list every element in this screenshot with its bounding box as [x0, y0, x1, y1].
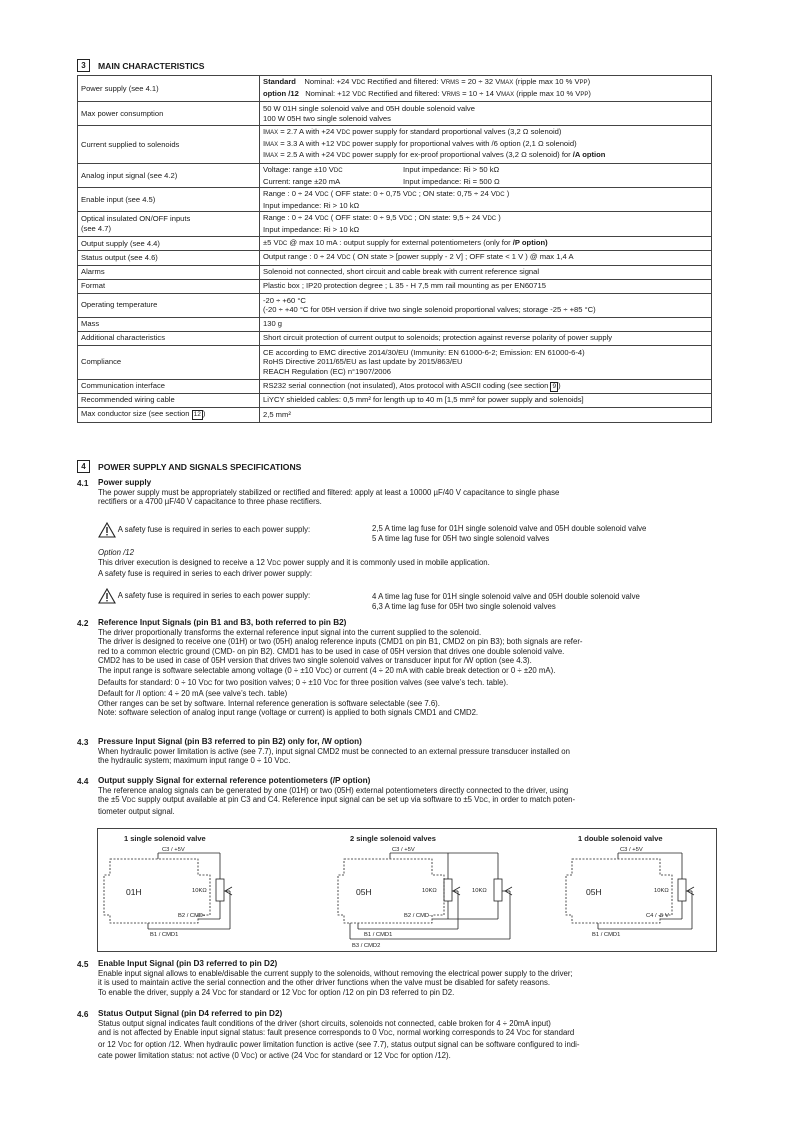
subsection-4-4: Output supply Signal for external reference potentiometers (/P option) The reference analog signals can be generated by one (01H) or two (05H) external potentiometers directly connected to the driver, using the ±5 VDC supply output available at pin C3 and C4. Reference input signal can be set up via software to ±5 VDC, in order to match poten- tiometer output signal. — [98, 776, 576, 816]
row-label: Recommended wiring cable — [78, 393, 260, 407]
row-label: Optical insulated ON/OFF inputs (see 4.7) — [78, 212, 260, 236]
pin-label: B3 / CMD2 — [352, 943, 381, 949]
row-value: 130 g — [260, 317, 712, 331]
diagram-title-3: 1 double solenoid valve — [578, 834, 663, 843]
subsection-4-3: Pressure Input Signal (pin B3 referred to pin B2) only for, /W option) When hydraulic power limitation is active (see 7.7), input signal CMD2 must be connected to an external pressure transducer installed on the hydraulic system; maximum input range 0 ÷ 10 VDC. — [98, 737, 570, 766]
fuse-values-1: 2,5 A time lag fuse for 01H single solenoid valve and 05H double solenoid valve 5 A time lag fuse for 05H two single solenoid valves — [372, 524, 647, 543]
row-value: Standard Nominal: +24 VDC Rectified and filtered: VRMS = 20 ÷ 32 VMAX (ripple max 10 % VPP) option /12 Nominal: +12 VDC Rectified and filtered: VRMS = 10 ÷ 14 VMAX (ripple max 10 % VPP) — [260, 76, 712, 102]
row-value: Plastic box ; IP20 protection degree ; L 35 - H 7,5 mm rail mounting as per EN60715 — [260, 279, 712, 293]
row-value: Range : 0 ÷ 24 VDC ( OFF state: 0 ÷ 9,5 VDC ; ON state: 9,5 ÷ 24 VDC ) Input impedance: Ri > 10 kΩ — [260, 212, 712, 236]
row-label: Alarms — [78, 265, 260, 279]
subsection-number: 4.6 — [77, 1010, 89, 1019]
row-value: IMAX = 2.7 A with +24 VDC power supply for standard proportional valves (3,2 Ω solenoid) IMAX = 3.3 A with +12 VDC power supply for proportional valves with /6 option (2,1 Ω solenoid) IMAX = 2.5 A with +24 VDC power supply for ex-proof proportional valves (3,2 Ω solenoid) for /A option — [260, 126, 712, 164]
row-value: RS232 serial connection (not insulated), Atos protocol with ASCII coding (see section 9 ) — [260, 379, 712, 393]
subsection-4-5: Enable Input Signal (pin D3 referred to pin D2) Enable input signal allows to enable/disable the current supply to the solenoids, without removing the electrical power supply to the driver; it is used to maintain active the serial connection and the other driver functions when the valve must be disabled for safety reasons. To enable the driver, supply a 24 VDC for standard or 12 VDC for option /12 on pin D3 referred to pin D2. — [98, 959, 573, 997]
module-label: 05H — [586, 887, 602, 897]
subsection-number: 4.5 — [77, 960, 89, 969]
row-value: Short circuit protection of current output to solenoids; protection against reverse polarity of power supply — [260, 331, 712, 345]
row-value: LiYCY shielded cables: 0,5 mm² for length up to 40 m [1,5 mm² for power supply and solenoids] — [260, 393, 712, 407]
table-row — [78, 126, 712, 164]
pin-label: B1 / CMD1 — [364, 932, 393, 938]
pin-label: C3 / +5V — [620, 847, 643, 853]
diagram-title-1: 1 single solenoid valve — [124, 834, 206, 843]
pin-label: B1 / CMD1 — [150, 932, 179, 938]
row-value: ±5 VDC @ max 10 mA : output supply for external potentiometers (only for /P option) — [260, 236, 712, 251]
fuse-values-2: 4 A time lag fuse for 01H single solenoid valve and 05H double solenoid valve 6,3 A time lag fuse for 05H two single solenoid valves — [372, 592, 640, 611]
section-3-heading — [77, 59, 204, 72]
main-characteristics-table — [77, 75, 712, 423]
module-label: 01H — [126, 887, 142, 897]
pin-label: B2 / CMD- — [404, 913, 432, 919]
resistor-label: 10KΩ — [422, 888, 437, 894]
pin-label: C3 / +5V — [162, 847, 185, 853]
subsection-number: 4.2 — [77, 619, 89, 628]
pin-label: B1 / CMD1 — [592, 932, 621, 938]
table-row — [78, 407, 712, 422]
row-label: Analog input signal (see 4.2) — [78, 163, 260, 187]
subsection-4-2: Reference Input Signals (pin B1 and B3, both referred to pin B2) The driver proportionally transforms the external reference input signal into the current supplied to the solenoid. The driver is designed to receive one (01H) or two (05H) analog reference inputs (CMD1 on pin B1, CMD2 on pin B3); both signals are refer- red to a common electric ground (CMD- on pin B2). CMD1 has to be used in case of 05H version that drives one double solenoid valve. CMD2 has to be used in case of 05H version that drives two single solenoid valves or transducer input for /W option (see 4.3). The input range is software selectable among voltage (0 ÷ ±10 VDC) or current (4 ÷ 20 mA with cable break detection or 0 ÷ ±20 mA). Defaults for standard: 0 ÷ 10 VDC for two position valves; 0 ÷ ±10 VDC for three position valves (see valve’s tech. table). Default for /I option: 4 ÷ 20 mA (see valve’s tech. table) Other ranges can be set by software. Internal reference generation is software selectable (see 7.6). Note: software selection of analog input range (voltage or current) is applied to both signals CMD1 and CMD2. — [98, 618, 583, 718]
fuse-warning-1: A safety fuse is required in series to each power supply: — [98, 522, 310, 538]
subsection-4-1: Power supply The power supply must be appropriately stabilized or rectified and filtered: apply at least a 10000 µF/40 V capacitance to single phase rectifiers or a 4700 µF/40 V capacitance to three phase rectifiers. — [98, 478, 560, 507]
row-label: Max power consumption — [78, 102, 260, 126]
option-12-text: Option /12 This driver execution is designed to receive a 12 VDC power supply and it is commonly used in mobile application. A safety fuse is required in series to each driver power supply: — [98, 548, 490, 579]
row-label: Operating temperature — [78, 293, 260, 317]
potentiometer-wiring-diagram — [97, 828, 717, 952]
subsection-number: 4.1 — [77, 479, 89, 488]
row-label: Compliance — [78, 345, 260, 379]
table-row — [78, 379, 712, 393]
pin-label: B2 / CMD- — [178, 913, 206, 919]
warning-triangle-icon — [98, 588, 116, 604]
row-label: Power supply (see 4.1) — [78, 76, 260, 102]
row-value: 2,5 mm² — [260, 407, 712, 422]
pin-label: C3 / +5V — [392, 847, 415, 853]
row-value: CE according to EMC directive 2014/30/EU (Immunity: EN 61000-6-2; Emission: EN 61000-6-4) RoHS Directive 2011/65/EU as last update by 2015/863/EU REACH Regulation (EC) n°1907/2006 — [260, 345, 712, 379]
section-4-heading — [77, 460, 301, 473]
table-row — [78, 317, 712, 331]
section-title: POWER SUPPLY AND SIGNALS SPECIFICATIONS — [98, 461, 302, 472]
row-label: Additional characteristics — [78, 331, 260, 345]
table-row — [78, 76, 712, 102]
row-label: Enable input (see 4.5) — [78, 188, 260, 212]
table-row — [78, 188, 712, 212]
row-value: Range : 0 ÷ 24 VDC ( OFF state: 0 ÷ 0,75 VDC ; ON state: 0,75 ÷ 24 VDC ) Input impedance: Ri > 10 kΩ — [260, 188, 712, 212]
row-label: Max conductor size (see section 12 ) — [78, 407, 260, 422]
diagram-title-2: 2 single solenoid valves — [350, 834, 436, 843]
section-number: 3 — [77, 59, 90, 72]
section-ref-box: 9 — [552, 382, 557, 390]
section-number: 4 — [77, 460, 90, 473]
table-row — [78, 236, 712, 251]
resistor-label: 10KΩ — [654, 888, 669, 894]
pin-label: C4 / -5 V — [646, 913, 669, 919]
table-row — [78, 212, 712, 236]
subsection-number: 4.3 — [77, 738, 89, 747]
table-row — [78, 251, 712, 266]
row-label: Mass — [78, 317, 260, 331]
module-label: 05H — [356, 887, 372, 897]
table-row — [78, 345, 712, 379]
row-value: Solenoid not connected, short circuit and cable break with current reference signal — [260, 265, 712, 279]
subsection-number: 4.4 — [77, 777, 89, 786]
table-row — [78, 331, 712, 345]
table-row — [78, 265, 712, 279]
row-value: -20 ÷ +60 °C (-20 ÷ +40 °C for 05H version if drive two single solenoid proportional valves; storage -25 ÷ +85 °C) — [260, 293, 712, 317]
row-label: Output supply (see 4.4) — [78, 236, 260, 251]
table-row — [78, 163, 712, 187]
table-row — [78, 279, 712, 293]
table-row — [78, 393, 712, 407]
resistor-label: 10KΩ — [472, 888, 487, 894]
row-value: Voltage: range ±10 VDC Input impedance: Ri > 50 kΩ Current: range ±20 mA Input impedance: Ri = 500 Ω — [260, 163, 712, 187]
resistor-label: 10KΩ — [192, 888, 207, 894]
row-label: Status output (see 4.6) — [78, 251, 260, 266]
table-row — [78, 293, 712, 317]
row-label: Communication interface — [78, 379, 260, 393]
fuse-warning-2: A safety fuse is required in series to each power supply: — [98, 588, 310, 604]
section-ref-box: 12 — [193, 411, 201, 419]
section-title: MAIN CHARACTERISTICS — [98, 60, 205, 71]
row-value: Output range : 0 ÷ 24 VDC ( ON state > [power supply - 2 V] ; OFF state < 1 V ) @ max 1,4 A — [260, 251, 712, 266]
warning-triangle-icon — [98, 522, 116, 538]
row-label: Format — [78, 279, 260, 293]
table-row — [78, 102, 712, 126]
subsection-4-6: Status Output Signal (pin D4 referred to pin D2) Status output signal indicates fault conditions of the driver (short circuits, solenoids not connected, cable broken for 4 ÷ 20mA input) and is not affected by Enable input signal status: fault presence corresponds to 0 VDC, normal working corresponds to 24 VDC for standard or 12 VDC for option /12. When hydraulic power limitation function is active (see 7.7), status output signal can be software configured to indi- cate power limitation status: not active (0 VDC) or active (24 VDC for standard or 12 VDC for option /12). — [98, 1009, 580, 1061]
row-label: Current supplied to solenoids — [78, 126, 260, 164]
row-value: 50 W 01H single solenoid valve and 05H double solenoid valve 100 W 05H two single solenoid valves — [260, 102, 712, 126]
